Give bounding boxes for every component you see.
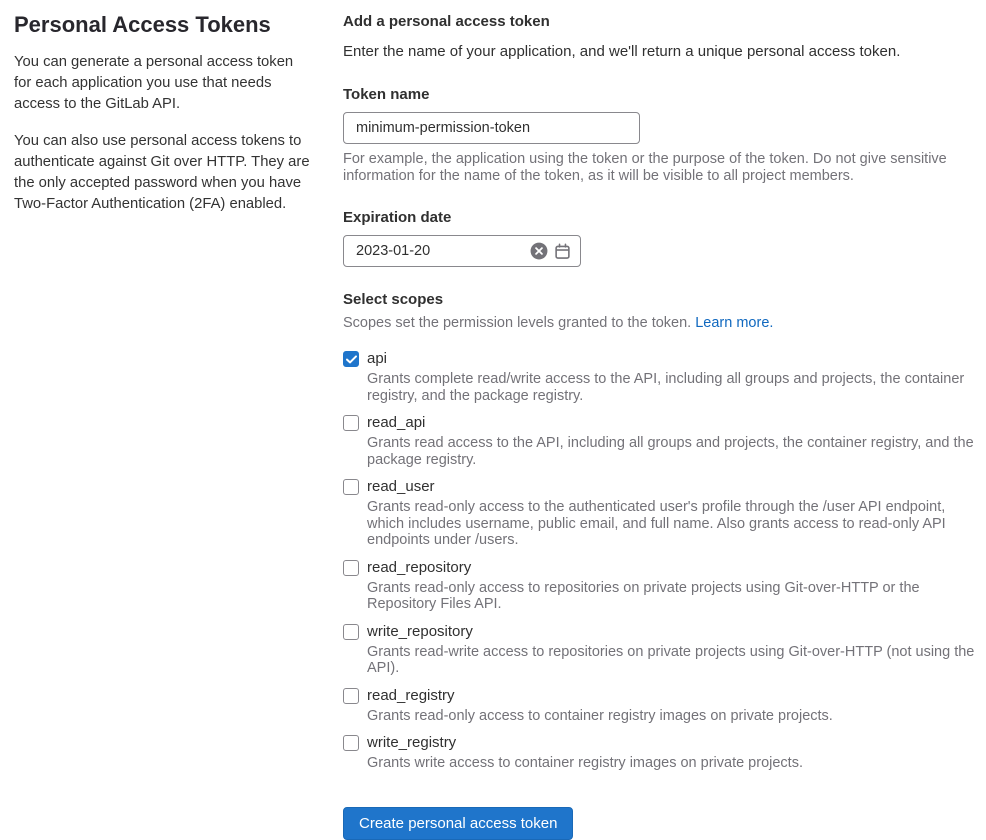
settings-section-description [14,12,314,840]
learn-more-link[interactable]: Learn more. [695,315,774,331]
expiration-date-label: Expiration date [343,209,452,226]
scope-label-read_api[interactable]: read_api [367,414,426,431]
scope-body [367,733,803,772]
scope-label-write_registry[interactable]: write_registry [367,734,457,751]
intro-paragraph-1: You can generate a personal access token for each application you use that needs access to the GitLab API. [14,54,294,112]
form-heading: Add a personal access token [343,13,550,30]
token-name-input[interactable] [343,112,640,144]
scope-body [367,413,983,468]
scope-body [367,477,983,549]
expiration-date-input[interactable] [344,243,524,259]
token-name-group [343,85,986,185]
scope-body [367,686,833,725]
token-name-help: For example, the application using the token or the purpose of the token. Do not give sensitive information for the name of the token, as it will be visible to all project members. [343,151,947,184]
calendar-icon[interactable] [554,243,571,260]
page-title: Personal Access Tokens [14,12,271,37]
scope-label-read_user[interactable]: read_user [367,478,435,495]
select-scopes-group [343,290,986,772]
scope-label-read_repository[interactable]: read_repository [367,558,472,576]
scope-checkbox-api[interactable] [343,351,359,367]
scope-label-api[interactable]: api [367,350,388,367]
scope-checkbox-read_repository[interactable] [343,560,359,576]
scope-checkbox-write_repository[interactable] [343,624,359,640]
scopes-help [343,315,983,332]
expiration-date-group [343,208,986,267]
scope-row-read_api [343,413,986,468]
scope-body [367,558,983,613]
token-name-label: Token name [343,86,430,103]
scope-checkbox-read_user[interactable] [343,479,359,495]
scope-row-read_registry [343,686,986,725]
scope-row-read_repository [343,558,986,613]
scope-description: Grants read-write access to repositories on private projects using Git-over-HTTP (not using the API). [367,643,975,676]
scope-label-write_repository[interactable]: write_repository [367,622,473,640]
intro-paragraph-2: You can also use personal access tokens to authenticate against Git over HTTP. They are the only accepted password when you have Two-Factor Authentication (2FA) enabled. [14,133,310,212]
form-subheading: Enter the name of your application, and we'll return a unique personal access token. [343,43,901,60]
scope-row-api [343,349,986,404]
scope-checkbox-read_registry[interactable] [343,688,359,704]
scope-checkbox-write_registry[interactable] [343,735,359,751]
scopes-help-text: Scopes set the permission levels granted to the token. [343,315,692,331]
clear-x-circle-icon[interactable] [530,242,548,260]
create-token-button[interactable]: Create personal access token [343,807,573,840]
scope-description: Grants read-only access to repositories on private projects using Git-over-HTTP or the Repository Files API. [367,579,920,612]
scope-body [367,622,983,677]
scope-body [367,349,983,404]
scope-description: Grants read-only access to container registry images on private projects. [367,707,833,724]
expiration-date-field [343,235,581,267]
scope-description: Grants read-only access to the authenticated user's profile through the /user API endpoint, which includes username, public email, and full name. Also grants access to read-only API endpoints under /users. [367,499,946,548]
scope-row-write_registry [343,733,986,772]
scope-list [343,349,986,772]
scope-row-write_repository [343,622,986,677]
scope-description: Grants write access to container registry images on private projects. [367,755,803,771]
add-token-form [343,12,986,840]
scope-checkbox-read_api[interactable] [343,415,359,431]
select-scopes-label: Select scopes [343,291,444,308]
scope-description: Grants read access to the API, including all groups and projects, the container registry, and the package registry. [367,435,974,468]
scope-description: Grants complete read/write access to the API, including all groups and projects, the container registry, and the package registry. [367,371,965,404]
scope-label-read_registry[interactable]: read_registry [367,686,455,704]
scope-row-read_user [343,477,986,549]
